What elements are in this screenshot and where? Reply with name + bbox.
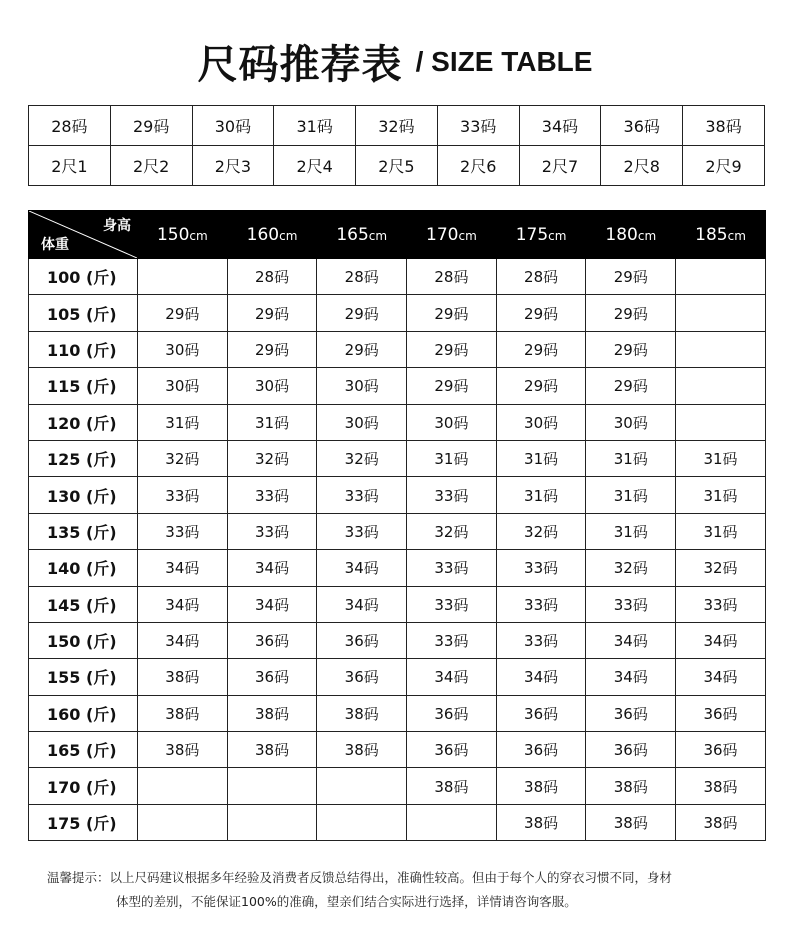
size-cell: 36码: [227, 659, 317, 695]
size-cell: 30码: [138, 331, 228, 367]
height-value: 175: [515, 224, 549, 245]
size-cell: 36码: [317, 622, 407, 658]
size-cell: 38码: [407, 768, 497, 804]
size-cell: 30码: [138, 368, 228, 404]
size-cell: 34码: [138, 550, 228, 586]
size-cell: 38码: [676, 768, 766, 804]
table-row: [29, 622, 766, 658]
waist-cell: 2尺7: [519, 146, 601, 186]
size-cell: 36码: [676, 732, 766, 768]
size-cell: 36码: [496, 732, 586, 768]
size-cell: 31码: [227, 404, 317, 440]
weight-cell: 135 (斤): [29, 513, 138, 549]
size-code-cell: 31码: [274, 106, 356, 146]
size-cell: 28码: [317, 259, 407, 295]
table-row: [29, 586, 766, 622]
size-cell: 38码: [676, 804, 766, 840]
size-cell: 29码: [227, 295, 317, 331]
waist-cell: 2尺8: [601, 146, 683, 186]
size-cell: 31码: [138, 404, 228, 440]
size-cell: 29码: [227, 331, 317, 367]
size-cell: 30码: [586, 404, 676, 440]
size-note: [47, 866, 757, 914]
size-cell: 31码: [676, 513, 766, 549]
height-header-cell: [586, 211, 676, 259]
weight-cell: 145 (斤): [29, 586, 138, 622]
size-cell: [676, 404, 766, 440]
table-row: [29, 404, 766, 440]
size-cell: 29码: [586, 331, 676, 367]
height-header-cell: [676, 211, 766, 259]
size-cell: 34码: [227, 550, 317, 586]
size-cell: [227, 768, 317, 804]
size-cell: 36码: [676, 695, 766, 731]
waist-row: [29, 146, 765, 186]
weight-cell: 105 (斤): [29, 295, 138, 331]
size-cell: 34码: [496, 659, 586, 695]
size-cell: 29码: [138, 295, 228, 331]
weight-cell: 175 (斤): [29, 804, 138, 840]
table-row: [29, 804, 766, 840]
size-cell: 36码: [496, 695, 586, 731]
table-row: [29, 513, 766, 549]
size-recommendation-body: [29, 259, 766, 841]
waist-cell: 2尺1: [29, 146, 111, 186]
size-cell: 36码: [227, 622, 317, 658]
size-cell: 38码: [496, 804, 586, 840]
weight-cell: 110 (斤): [29, 331, 138, 367]
size-cell: 34码: [317, 586, 407, 622]
size-cell: [676, 331, 766, 367]
table-row: [29, 477, 766, 513]
size-cell: 29码: [496, 295, 586, 331]
size-cell: 34码: [227, 586, 317, 622]
size-cell: [138, 259, 228, 295]
size-cell: 31码: [407, 440, 497, 476]
weight-cell: 155 (斤): [29, 659, 138, 695]
note-line-2: 体型的差别，不能保证100%的准确，望亲们结合实际进行选择，详情请咨询客服。: [116, 894, 577, 909]
size-cell: 29码: [496, 368, 586, 404]
note-line-1: 温馨提示：以上尺码建议根据多年经验及消费者反馈总结得出，准确性较高。但由于每个人的穿衣习惯不同，身材: [47, 870, 673, 885]
height-unit: cm: [279, 228, 298, 243]
size-cell: 33码: [138, 513, 228, 549]
size-cell: 38码: [496, 768, 586, 804]
size-cell: 29码: [496, 331, 586, 367]
size-cell: 33码: [496, 622, 586, 658]
size-cell: 38码: [317, 732, 407, 768]
height-header-cell: [227, 211, 317, 259]
weight-cell: 125 (斤): [29, 440, 138, 476]
weight-cell: 160 (斤): [29, 695, 138, 731]
table-row: [29, 732, 766, 768]
size-cell: [317, 768, 407, 804]
table-row: [29, 368, 766, 404]
size-cell: 29码: [586, 259, 676, 295]
table-row: [29, 550, 766, 586]
size-cell: 38码: [586, 804, 676, 840]
size-code-cell: 36码: [601, 106, 683, 146]
size-cell: 36码: [407, 695, 497, 731]
weight-cell: 150 (斤): [29, 622, 138, 658]
height-header-cell: [407, 211, 497, 259]
size-cell: 34码: [138, 622, 228, 658]
table-row: [29, 259, 766, 295]
size-cell: 30码: [496, 404, 586, 440]
size-cell: 30码: [407, 404, 497, 440]
height-header-row: [29, 211, 766, 259]
size-cell: 31码: [496, 440, 586, 476]
size-code-cell: 32码: [356, 106, 438, 146]
size-cell: 33码: [317, 477, 407, 513]
size-cell: 32码: [317, 440, 407, 476]
height-axis-label: 身高: [103, 218, 131, 234]
size-cell: 38码: [138, 695, 228, 731]
height-unit: cm: [368, 228, 388, 243]
weight-cell: 130 (斤): [29, 477, 138, 513]
size-cell: 33码: [496, 586, 586, 622]
size-code-cell: 38码: [683, 106, 765, 146]
size-cell: 32码: [676, 550, 766, 586]
size-cell: 32码: [138, 440, 228, 476]
size-cell: 33码: [407, 477, 497, 513]
size-cell: 34码: [407, 659, 497, 695]
size-cell: 34码: [317, 550, 407, 586]
size-cell: 34码: [676, 659, 766, 695]
size-cell: 31码: [496, 477, 586, 513]
page-title: [0, 33, 790, 90]
size-cell: 38码: [227, 732, 317, 768]
height-header-cell: [496, 211, 586, 259]
size-cell: 38码: [227, 695, 317, 731]
height-value: 150: [156, 224, 190, 245]
size-cell: 28码: [407, 259, 497, 295]
waist-cell: 2尺2: [110, 146, 192, 186]
height-unit: cm: [637, 228, 657, 243]
weight-cell: 140 (斤): [29, 550, 138, 586]
table-row: [29, 331, 766, 367]
size-cell: 33码: [407, 586, 497, 622]
height-unit: cm: [189, 228, 208, 243]
height-header-cell: [317, 211, 407, 259]
size-cell: 34码: [586, 659, 676, 695]
height-header-cell: [138, 211, 228, 259]
size-cell: 31码: [676, 440, 766, 476]
size-cell: 28码: [496, 259, 586, 295]
waist-cell: 2尺9: [683, 146, 765, 186]
size-cell: 29码: [407, 331, 497, 367]
size-cell: 31码: [676, 477, 766, 513]
weight-cell: 115 (斤): [29, 368, 138, 404]
table-row: [29, 295, 766, 331]
waist-cell: 2尺4: [274, 146, 356, 186]
size-cell: 34码: [138, 586, 228, 622]
size-cell: [227, 804, 317, 840]
size-cell: 32码: [407, 513, 497, 549]
waist-cell: 2尺6: [437, 146, 519, 186]
height-unit: cm: [727, 228, 746, 243]
size-cell: 36码: [586, 695, 676, 731]
size-cell: 33码: [407, 622, 497, 658]
size-cell: [138, 804, 228, 840]
size-recommendation-table: [28, 210, 766, 841]
size-cell: [676, 295, 766, 331]
size-cell: 31码: [586, 440, 676, 476]
size-code-cell: 33码: [437, 106, 519, 146]
size-cell: 32码: [586, 550, 676, 586]
size-cell: 36码: [317, 659, 407, 695]
size-cell: 34码: [676, 622, 766, 658]
height-unit: cm: [458, 228, 477, 243]
size-cell: 29码: [586, 368, 676, 404]
table-row: [29, 768, 766, 804]
size-cell: 29码: [586, 295, 676, 331]
size-cell: 30码: [227, 368, 317, 404]
size-cell: [676, 368, 766, 404]
size-code-cell: 30码: [192, 106, 274, 146]
size-cell: 33码: [407, 550, 497, 586]
size-cell: 33码: [227, 477, 317, 513]
size-cell: [676, 259, 766, 295]
height-value: 185: [695, 224, 728, 245]
weight-cell: 165 (斤): [29, 732, 138, 768]
table-row: [29, 659, 766, 695]
size-cell: 33码: [138, 477, 228, 513]
size-cell: 38码: [138, 659, 228, 695]
size-cell: 33码: [317, 513, 407, 549]
size-cell: 38码: [138, 732, 228, 768]
size-cell: [407, 804, 497, 840]
size-cell: 36码: [586, 732, 676, 768]
size-cell: 33码: [676, 586, 766, 622]
height-value: 170: [426, 224, 459, 245]
size-cell: 31码: [586, 513, 676, 549]
size-code-cell: 34码: [519, 106, 601, 146]
size-code-cell: 29码: [110, 106, 192, 146]
size-cell: 29码: [317, 331, 407, 367]
size-code-table: [28, 105, 765, 186]
height-unit: cm: [548, 228, 567, 243]
size-cell: 33码: [496, 550, 586, 586]
table-row: [29, 440, 766, 476]
size-cell: 32码: [227, 440, 317, 476]
table-row: [29, 695, 766, 731]
size-cell: 32码: [496, 513, 586, 549]
page-title-chinese: 尺码推荐表: [197, 42, 403, 88]
weight-cell: 100 (斤): [29, 259, 138, 295]
size-cell: [138, 768, 228, 804]
size-cell: 38码: [317, 695, 407, 731]
size-cell: 36码: [407, 732, 497, 768]
size-cell: 34码: [586, 622, 676, 658]
size-cell: [317, 804, 407, 840]
size-code-cell: 28码: [29, 106, 111, 146]
page-title-english: / SIZE TABLE: [415, 45, 593, 77]
size-cell: 33码: [227, 513, 317, 549]
size-code-row: [29, 106, 765, 146]
height-value: 180: [605, 224, 638, 245]
size-cell: 31码: [586, 477, 676, 513]
size-cell: 30码: [317, 404, 407, 440]
size-cell: 28码: [227, 259, 317, 295]
weight-cell: 120 (斤): [29, 404, 138, 440]
waist-cell: 2尺5: [356, 146, 438, 186]
size-cell: 29码: [317, 295, 407, 331]
size-cell: 33码: [586, 586, 676, 622]
size-cell: 30码: [317, 368, 407, 404]
height-value: 165: [336, 224, 369, 245]
weight-axis-label: 体重: [41, 237, 69, 253]
waist-cell: 2尺3: [192, 146, 274, 186]
corner-header-cell: [29, 211, 138, 259]
size-cell: 29码: [407, 368, 497, 404]
size-cell: 29码: [407, 295, 497, 331]
height-value: 160: [246, 224, 280, 245]
weight-cell: 170 (斤): [29, 768, 138, 804]
size-cell: 38码: [586, 768, 676, 804]
